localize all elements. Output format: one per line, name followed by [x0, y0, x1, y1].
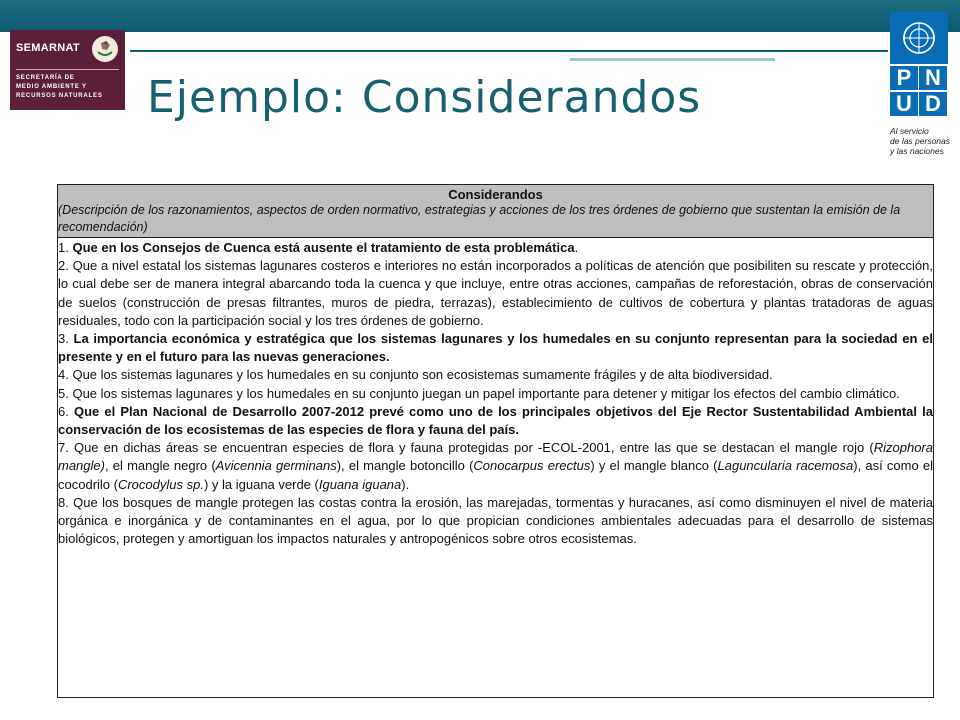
item-text: Que en dichas áreas se encuentran especies de flora y fauna protegidas por -ECOL-2001, entre las que se destacan el mangle rojo ( — [68, 440, 874, 456]
item-number: 4. — [58, 367, 69, 383]
pnud-tagline-line: y las naciones — [890, 146, 944, 156]
table-description: (Descripción de los razonamientos, aspectos de orden normativo, estrategias y acciones de los tres órdenes de gobierno que sustentan la emisión de la recomendación) — [58, 203, 901, 234]
semarnat-divider — [16, 69, 119, 70]
item-text: , el mangle negro ( — [104, 458, 216, 474]
item-text: Que en los Consejos de Cuenca está ausente el tratamiento de esta problemática — [68, 240, 575, 255]
pnud-letter: U — [890, 92, 918, 116]
considerando-item — [58, 257, 933, 330]
item-text: . — [574, 240, 579, 255]
table-header — [58, 185, 933, 238]
pnud-tagline-line: Al servicio — [890, 126, 929, 136]
header-divider — [130, 44, 888, 48]
considerandos-table — [57, 184, 934, 698]
item-number: 6. — [58, 403, 69, 419]
mexico-seal-icon — [89, 34, 121, 64]
table-body — [58, 238, 933, 548]
item-text: Que a nivel estatal los sistemas lagunares costeros e interiores no están incorporados a políticas de atención que posibiliten su rescate y protección, lo cual debe ser de manera integral abarcando toda la cuenca y que incluye, entre otras acciones, campañas de reforestación, obras de conservación de suelos (construcción de presas filtrantes, muros de piedra, terrazas), establecimiento de cultivos de cobertura y plantas tratadoras de aguas residuales, todo con la participación social y los tres órdenes de gobierno. — [58, 258, 933, 328]
pnud-letter: P — [890, 66, 918, 90]
header-accent-line-light — [570, 58, 775, 61]
considerando-item — [58, 403, 933, 439]
item-text: Avicennia germinans — [215, 458, 337, 474]
item-text: ), así como el cocodrilo ( — [58, 458, 933, 492]
item-text: ). — [401, 476, 410, 492]
top-banner — [0, 0, 960, 32]
semarnat-name: SEMARNAT — [16, 42, 80, 54]
pnud-letter: N — [919, 66, 947, 90]
considerando-item — [58, 494, 933, 549]
item-text: Laguncularia racemosa — [717, 458, 854, 474]
semarnat-subtitle-line: SECRETARÍA DE — [16, 75, 75, 81]
item-text: Conocarpus erectus — [473, 458, 591, 474]
pnud-logo — [890, 12, 950, 118]
semarnat-subtitle — [16, 74, 103, 101]
item-text: Que los sistemas lagunares y los humedales en su conjunto son ecosistemas sumamente frágiles y de alta biodiversidad. — [68, 367, 773, 383]
pnud-letter: D — [919, 92, 947, 116]
item-text: Crocodylus sp. — [117, 476, 204, 492]
item-text: Que los sistemas lagunares y los humedales en su conjunto juegan un papel importante para detener y mitigar los efectos del cambio climático. — [68, 385, 900, 401]
semarnat-subtitle-line: MEDIO AMBIENTE Y — [16, 84, 87, 90]
item-number: 7. — [58, 440, 69, 456]
page-title: Ejemplo: Considerandos — [147, 72, 702, 123]
considerando-item — [58, 439, 933, 494]
header-accent-line — [130, 50, 888, 52]
item-number: 8. — [58, 494, 69, 510]
item-number: 2. — [58, 258, 69, 274]
item-text: Que los bosques de mangle protegen las costas contra la erosión, las marejadas, tormentas y huracanes, así como disminuyen el nivel de materia orgánica e inorgánica y de contaminantes en el agua, por lo que propician condiciones ambientales adecuadas para el desarrollo de sistemas biológicos, protegen y amortiguan los impactos naturales y antropogénicos sobre otros ecosistemas. — [58, 494, 933, 547]
item-number: 1. — [58, 240, 69, 255]
semarnat-subtitle-line: RECURSOS NATURALES — [16, 93, 103, 99]
item-text: La importancia económica y estratégica que los sistemas lagunares y los humedales en su conjunto representan para la sociedad en el presente y en el futuro para las nuevas generaciones. — [58, 331, 933, 365]
un-emblem-icon — [890, 12, 948, 64]
item-text: ) y el mangle blanco ( — [590, 458, 718, 474]
item-text: ) y la iguana verde ( — [203, 476, 319, 492]
semarnat-logo — [10, 30, 125, 110]
item-number: 3. — [58, 331, 69, 347]
item-text: Iguana iguana — [318, 476, 402, 492]
table-heading: Considerandos — [448, 187, 543, 202]
item-text: Que el Plan Nacional de Desarrollo 2007-2012 prevé como uno de los principales objetivos del Eje Rector Sustentabilidad Ambiental la conservación de los ecosistemas de las especies de flora y fauna del país. — [58, 403, 933, 438]
item-text: Rizophora mangle) — [58, 440, 933, 474]
item-number: 5. — [58, 385, 69, 401]
considerando-item — [58, 239, 933, 257]
considerando-item — [58, 330, 933, 366]
item-text: ), el mangle botoncillo ( — [336, 458, 474, 474]
pnud-tagline — [890, 126, 950, 156]
considerando-item — [58, 385, 933, 403]
pnud-tagline-line: de las personas — [890, 136, 951, 146]
considerando-item — [58, 366, 933, 384]
